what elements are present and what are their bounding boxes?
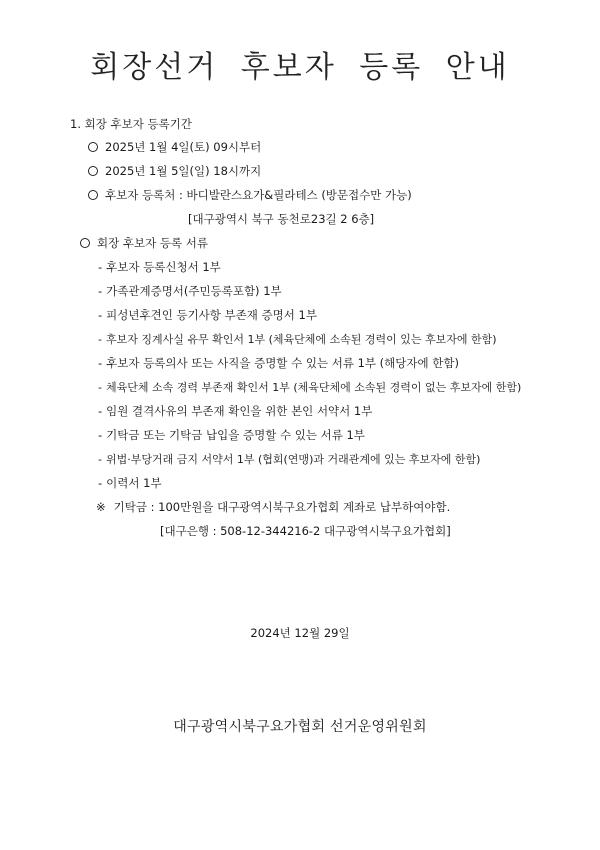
period-start-text: 2025년 1월 4일(토) 09시부터: [105, 140, 262, 154]
doc-item: - 기탁금 또는 기탁금 납입을 증명할 수 있는 서류 1부: [98, 428, 365, 442]
doc-item-text: 임원 결격사유의 부존재 확인을 위한 본인 서약서 1부: [106, 404, 373, 418]
section2-heading: 회장 후보자 등록 서류: [97, 236, 208, 250]
doc-item: - 후보자 징계사실 유무 확인서 1부 (체육단체에 소속된 경력이 있는 후보자에 한함): [98, 333, 497, 346]
registration-place-text: 후보자 등록처 : 바디발란스요가&필라테스 (방문접수만 가능): [105, 188, 412, 202]
reference-mark-icon: ※: [96, 500, 106, 514]
circle-bullet-icon: [88, 166, 98, 176]
doc-item: - 임원 결격사유의 부존재 확인을 위한 본인 서약서 1부: [98, 404, 373, 418]
circle-bullet-icon: [80, 238, 90, 248]
doc-item: - 피성년후견인 등기사항 부존재 증명서 1부: [98, 308, 317, 322]
deposit-note: [96, 499, 450, 515]
page-title: 회장선거 후보자 등록 안내: [90, 50, 510, 85]
doc-item-text: 위법·부당거래 금지 서약서 1부 (협회(연맹)과 거래관계에 있는 후보자에 한함): [105, 453, 481, 466]
circle-bullet-icon: [88, 190, 98, 200]
registration-address: [대구광역시 북구 동천로23길 2 6층]: [188, 212, 375, 226]
period-start-item: [88, 139, 261, 155]
bank-account: [대구은행 : 508-12-344216-2 대구광역시북구요가협회]: [160, 524, 451, 538]
doc-item: - 이력서 1부: [98, 476, 162, 490]
doc-item-text: 후보자 징계사실 유무 확인서 1부 (체육단체에 소속된 경력이 있는 후보자에 한함): [105, 333, 497, 346]
doc-item-text: 기탁금 또는 기탁금 납입을 증명할 수 있는 서류 1부: [106, 428, 365, 442]
doc-item: - 후보자 등록의사 또는 사직을 증명할 수 있는 서류 1부 (해당자에 한함): [98, 356, 459, 370]
doc-item-text: 가족관계증명서(주민등록포함) 1부: [106, 284, 282, 298]
period-end-item: [88, 163, 261, 179]
doc-item: - 후보자 등록신청서 1부: [98, 260, 221, 274]
circle-bullet-icon: [88, 142, 98, 152]
section2-heading-item: [80, 235, 208, 251]
doc-item-text: 체육단체 소속 경력 부존재 확인서 1부 (체육단체에 소속된 경력이 없는 후보자에 한함): [105, 381, 522, 394]
period-end-text: 2025년 1월 5일(일) 18시까지: [105, 164, 262, 178]
doc-item-text: 후보자 등록신청서 1부: [106, 260, 221, 274]
section1-heading: 1. 회장 후보자 등록기간: [70, 117, 192, 131]
doc-item: - 위법·부당거래 금지 서약서 1부 (협회(연맹)과 거래관계에 있는 후보자에 한함): [98, 453, 481, 466]
registration-place-item: [88, 187, 412, 203]
doc-item-text: 후보자 등록의사 또는 사직을 증명할 수 있는 서류 1부 (해당자에 한함): [106, 356, 459, 370]
notice-date: 2024년 12월 29일: [250, 626, 350, 640]
doc-item-text: 피성년후견인 등기사항 부존재 증명서 1부: [106, 308, 317, 322]
doc-item-text: 이력서 1부: [106, 476, 162, 490]
issuing-organization: 대구광역시북구요가협회 선거운영위원회: [173, 719, 427, 735]
doc-item: - 체육단체 소속 경력 부존재 확인서 1부 (체육단체에 소속된 경력이 없는 후보자에 한함): [98, 381, 522, 394]
deposit-note-text: 기탁금 : 100만원을 대구광역시북구요가협회 계좌로 납부하여야함.: [113, 500, 451, 514]
doc-item: - 가족관계증명서(주민등록포함) 1부: [98, 284, 282, 298]
